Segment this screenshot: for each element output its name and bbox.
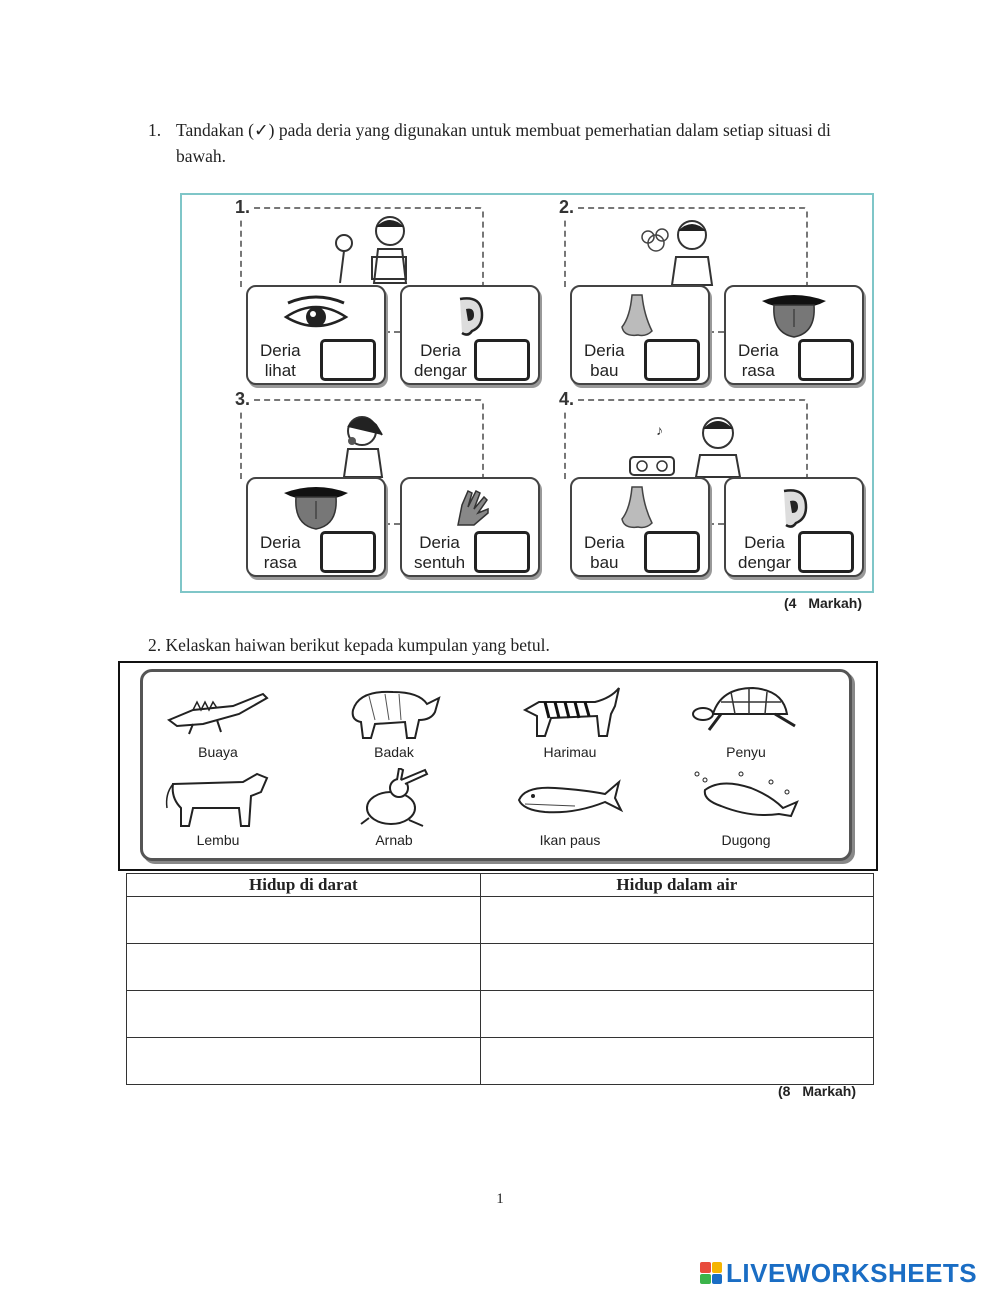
- animal-card: [671, 768, 821, 852]
- question-1-marks: (4 Markah): [784, 595, 863, 611]
- senses-panel: [180, 193, 874, 593]
- animal-name: Dugong: [721, 832, 771, 848]
- sense-label: [738, 341, 779, 381]
- animal-card: [143, 680, 293, 764]
- sense-label: [584, 341, 625, 381]
- sense-label: [584, 533, 625, 573]
- animal-name: Harimau: [543, 744, 597, 760]
- sense-label-line1: Deria: [419, 533, 460, 552]
- sense-option-card: [724, 285, 864, 385]
- answer-cell-land[interactable]: [127, 991, 481, 1038]
- cow-image: [163, 768, 273, 830]
- logo-tiles-icon: [700, 1262, 722, 1284]
- animal-name: Buaya: [198, 744, 238, 760]
- dugong-image: [691, 768, 801, 830]
- column-header-water: Hidup dalam air: [480, 874, 873, 897]
- ear-icon: [402, 293, 538, 339]
- sense-group-2: [536, 195, 856, 385]
- sense-label: [260, 341, 301, 381]
- nose-icon: [572, 485, 708, 531]
- connector-line: [708, 331, 724, 333]
- question-2-marks: (8 Markah): [778, 1083, 857, 1099]
- animal-name: Ikan paus: [539, 832, 601, 848]
- table-row: [127, 897, 874, 944]
- tick-box[interactable]: [644, 339, 700, 381]
- sense-label-line1: Deria: [738, 341, 779, 360]
- animals-frame: [118, 661, 878, 871]
- tick-box[interactable]: [474, 531, 530, 573]
- sense-option-card: [570, 477, 710, 577]
- sense-label-line1: Deria: [260, 341, 301, 360]
- group-number: 1.: [232, 197, 253, 218]
- column-header-land: Hidup di darat: [127, 874, 481, 897]
- question-1: [148, 117, 868, 169]
- sense-label-line2: bau: [590, 553, 619, 572]
- table-row: [127, 991, 874, 1038]
- sense-label-line1: Deria: [584, 341, 625, 360]
- sense-option-card: [400, 477, 540, 577]
- scene-boy-smelling-flowers-image: [626, 213, 766, 287]
- tongue-icon: [726, 293, 862, 339]
- nose-icon: [572, 293, 708, 339]
- tongue-icon: [248, 485, 384, 531]
- sense-label-line2: bau: [590, 361, 619, 380]
- animal-card: [495, 680, 645, 764]
- answer-cell-water[interactable]: [480, 991, 873, 1038]
- tick-box[interactable]: [798, 531, 854, 573]
- animal-name: Lembu: [196, 832, 240, 848]
- scene-girl-eating-image: [302, 405, 442, 479]
- tick-box[interactable]: [798, 339, 854, 381]
- rabbit-image: [339, 768, 449, 830]
- ear-icon: [726, 485, 862, 531]
- sense-option-card: [724, 477, 864, 577]
- sense-option-card: [246, 285, 386, 385]
- sense-label-line1: Deria: [420, 341, 461, 360]
- answer-cell-land[interactable]: [127, 944, 481, 991]
- animal-name: Arnab: [375, 832, 413, 848]
- tick-box[interactable]: [320, 339, 376, 381]
- animals-panel: [140, 669, 852, 861]
- rhino-image: [339, 680, 449, 742]
- sense-label-line2: dengar: [738, 553, 791, 572]
- sense-label-line2: lihat: [264, 361, 296, 380]
- sense-label-line2: rasa: [263, 553, 297, 572]
- liveworksheets-logo: [700, 1258, 977, 1288]
- tick-box[interactable]: [320, 531, 376, 573]
- answer-cell-water[interactable]: [480, 944, 873, 991]
- sense-option-card: [246, 477, 386, 577]
- sense-label: [414, 341, 467, 381]
- page-number: 1: [496, 1191, 504, 1207]
- animal-name: Penyu: [726, 744, 766, 760]
- sense-label-line1: Deria: [584, 533, 625, 552]
- classification-table: [126, 873, 874, 1085]
- sense-group-4: [536, 387, 856, 577]
- sense-option-card: [400, 285, 540, 385]
- question-1-text: Tandakan (✓) pada deria yang digunakan untuk membuat pemerhatian dalam setiap situasi di bawah.: [176, 120, 831, 166]
- tick-box[interactable]: [474, 339, 530, 381]
- svg-text:♪: ♪: [656, 424, 663, 439]
- table-row: [127, 944, 874, 991]
- answer-cell-water[interactable]: [480, 897, 873, 944]
- connector-line: [384, 523, 400, 525]
- connector-line: [708, 523, 724, 525]
- answer-cell-land[interactable]: [127, 897, 481, 944]
- sense-label-line1: Deria: [260, 533, 301, 552]
- answer-cell-water[interactable]: [480, 1038, 873, 1085]
- answer-cell-land[interactable]: [127, 1038, 481, 1085]
- sense-label-line2: sentuh: [414, 553, 466, 572]
- scene-boy-listening-radio-image: [626, 405, 766, 479]
- sense-group-1: [212, 195, 532, 385]
- sense-label: [414, 533, 465, 573]
- tiger-image: [515, 680, 625, 742]
- question-2-text: 2. Kelaskan haiwan berikut kepada kumpulan yang betul.: [148, 635, 550, 655]
- sense-label-line2: dengar: [414, 361, 467, 380]
- question-1-number: 1.: [148, 120, 162, 140]
- animal-card: [671, 680, 821, 764]
- hand-icon: [402, 485, 538, 531]
- animal-name: Badak: [374, 744, 414, 760]
- whale-image: [515, 768, 625, 830]
- sense-label: [260, 533, 301, 573]
- animal-card: [319, 680, 469, 764]
- sense-group-3: [212, 387, 532, 577]
- animal-card: [319, 768, 469, 852]
- sense-label-line2: rasa: [741, 361, 775, 380]
- scene-boy-reading-image: [302, 213, 442, 287]
- table-row: [127, 1038, 874, 1085]
- crocodile-image: [163, 680, 273, 742]
- animal-card: [495, 768, 645, 852]
- group-number: 2.: [556, 197, 577, 218]
- group-number: 4.: [556, 389, 577, 410]
- sense-label: [738, 533, 791, 573]
- group-number: 3.: [232, 389, 253, 410]
- turtle-image: [691, 680, 801, 742]
- connector-line: [384, 331, 400, 333]
- sense-label-line1: Deria: [744, 533, 785, 552]
- brand-name: LIVEWORKSHEETS: [726, 1257, 978, 1288]
- animal-card: [143, 768, 293, 852]
- tick-box[interactable]: [644, 531, 700, 573]
- sense-option-card: [570, 285, 710, 385]
- eye-icon: [248, 293, 384, 339]
